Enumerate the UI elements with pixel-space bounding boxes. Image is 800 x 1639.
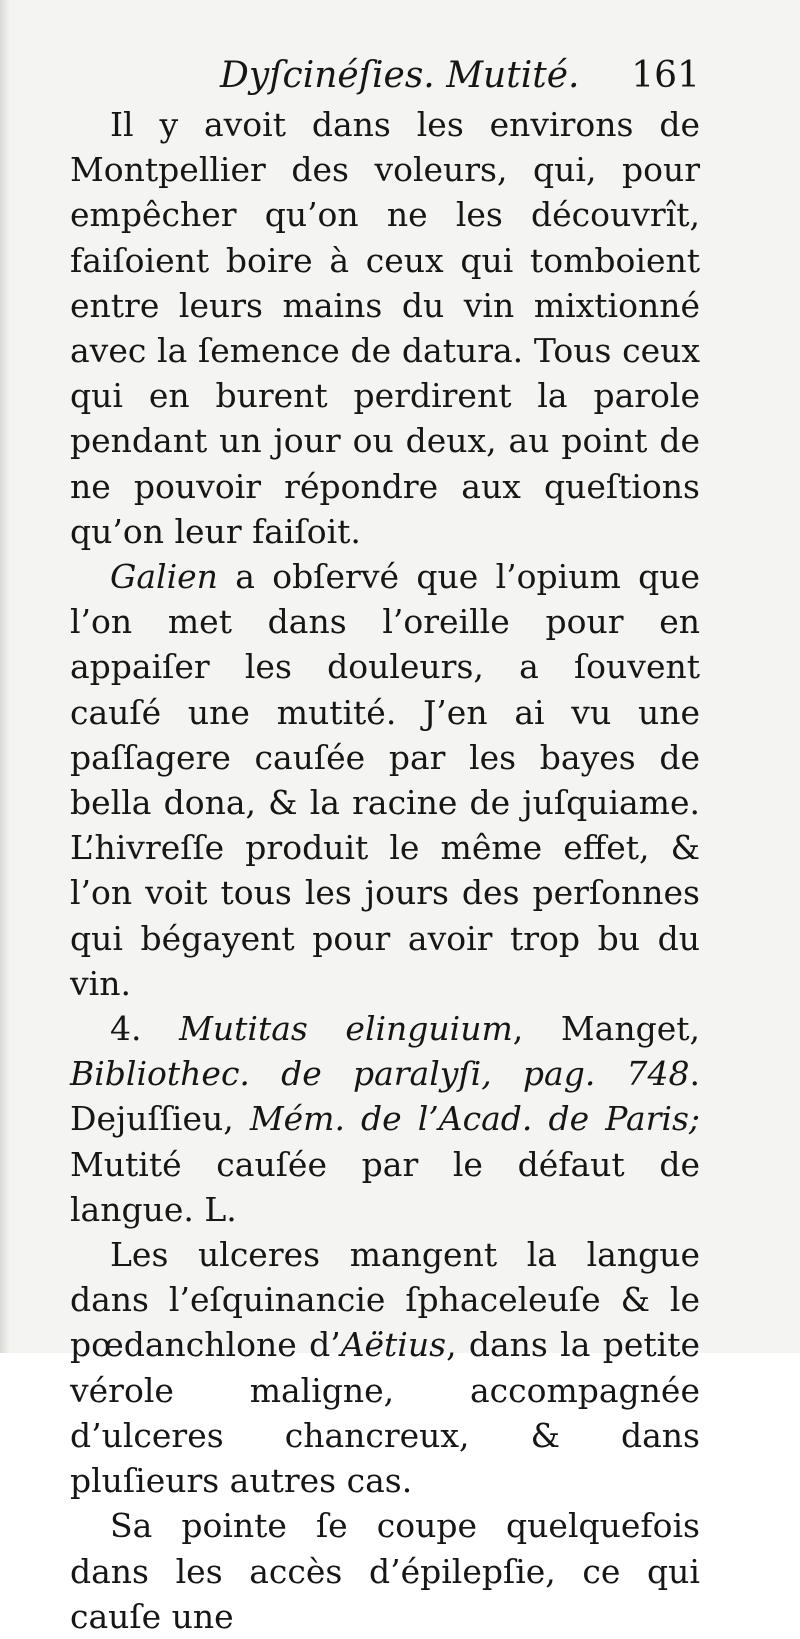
text-run: Sa pointe ſe coupe quelquefois dans les accès d’épilepſie, ce qui cauſe une <box>70 1506 700 1636</box>
paragraph <box>70 554 700 1006</box>
text-run: Mutité cauſée par le défaut de langue. L. <box>70 1144 700 1229</box>
paragraph <box>70 102 700 554</box>
text-run: Les ulceres mangent la langue dans l’eſquinancie ſphaceleuſe & le pœdanchlone d’ <box>70 1235 700 1365</box>
text-run: Il y avoit dans les environs de Montpellier des voleurs, qui, pour empêcher qu’on ne les découvrît, faiſoient boire à ceux qui tomboient entre leurs mains du vin mixtionné avec la ſemence de datura. Tous ceux qui en burent perdirent la parole pendant un jour ou deux, au point de ne pouvoir répondre aux queſtions qu’on leur faiſoit. <box>70 105 700 551</box>
body-text <box>70 102 700 1639</box>
italic-text: Mutitas elinguium <box>179 1009 513 1049</box>
text-run: 4. <box>110 1009 180 1049</box>
page-number: 161 <box>631 55 700 96</box>
text-run: . Dejuſſieu, <box>70 1054 700 1139</box>
text-block <box>70 50 700 1639</box>
text-run: , Manget, <box>512 1009 701 1049</box>
italic-text: Mém. de l’Acad. de Paris; <box>249 1099 701 1139</box>
italic-text: Bibliothec. de paralyſi, pag. 748 <box>70 1054 690 1094</box>
running-title: Dyſcinéſies. Mutité. <box>220 55 580 96</box>
page-gutter-shadow <box>0 0 10 1353</box>
italic-text: Galien <box>110 557 218 597</box>
page-header <box>70 50 700 102</box>
paragraph <box>70 1232 700 1503</box>
paragraph <box>70 1006 700 1232</box>
text-run: , dans la petite vérole maligne, accompagnée d’ulceres chancreux, & dans pluſieurs autres cas. <box>70 1325 700 1501</box>
italic-text: Aëtius <box>340 1325 447 1365</box>
paragraph <box>70 1503 700 1639</box>
text-run: a obſervé que l’opium que l’on met dans l’oreille pour en appaiſer les douleurs, a ſouvent cauſé une mutité. J’en ai vu une paſſagere cauſée par les bayes de bella dona, & la racine de juſquiame. L’hivreſſe produit le même effet, & l’on voit tous les jours des perſonnes qui bégayent pour avoir trop bu du vin. <box>70 557 700 1003</box>
